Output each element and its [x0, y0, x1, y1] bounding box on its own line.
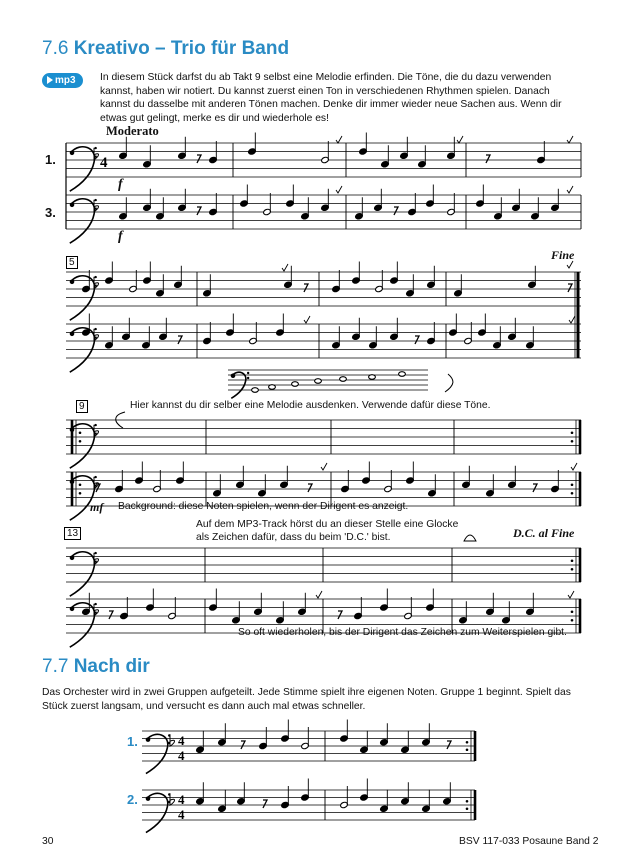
breath-mark-icon	[567, 136, 573, 143]
whole-note	[315, 379, 322, 384]
measure-number-9: 9	[76, 400, 88, 413]
repeat-dot	[79, 483, 82, 486]
bass-clef-dot	[231, 373, 236, 378]
measure-number-5: 5	[66, 256, 78, 269]
music-marks	[70, 133, 577, 833]
bass-clef-dot	[94, 328, 96, 330]
rest-icon	[568, 284, 572, 292]
bass-clef-dot	[70, 606, 75, 611]
dynamic-mezzoforte: mf	[90, 500, 104, 514]
repeat-dot	[571, 568, 574, 571]
breath-mark-icon	[568, 591, 574, 598]
rest-icon	[486, 155, 490, 163]
dynamic-forte-3: f	[118, 229, 123, 244]
flat-icon	[170, 734, 175, 746]
bass-clef-dot	[94, 476, 96, 478]
repeat-dot	[466, 807, 469, 810]
rest-icon	[308, 484, 312, 492]
breath-mark-icon	[567, 186, 573, 193]
bell-note: Auf dem MP3-Track hörst du an dieser Stelle eine Glocke als Zeichen dafür, dass du beim 'D.C.' bist.	[196, 519, 459, 543]
time-signature-top: 4	[178, 733, 185, 748]
repeat-dot	[571, 610, 574, 613]
repeat-dot	[79, 440, 82, 443]
repeat-dot	[571, 619, 574, 622]
breath-mark-icon	[569, 316, 575, 323]
repeat-dot	[466, 741, 469, 744]
repeat-dot	[79, 492, 82, 495]
bass-clef-dot	[146, 737, 151, 742]
bass-clef-dot	[70, 202, 75, 207]
bass-clef-dot	[247, 372, 249, 374]
breath-mark-icon	[457, 136, 463, 143]
repeat-dot	[571, 559, 574, 562]
voice-label-1: 1.	[45, 152, 56, 167]
rest-icon	[447, 741, 451, 749]
bass-clef-dot	[247, 377, 249, 379]
footer-code: BSV 117-033 Posaune Band 2	[459, 836, 599, 847]
voice-label-3: 3.	[45, 205, 56, 220]
page-number: 30	[42, 836, 54, 847]
melody-hint: Hier kannst du dir selber eine Melodie ausdenken. Verwende dafür diese Töne.	[130, 400, 491, 411]
measure-number-13: 13	[64, 527, 81, 540]
staff-lines	[66, 143, 581, 820]
intro-paragraph-7-6: In diesem Stück darfst du ab Takt 9 selbst eine Melodie erfinden. Die Töne, die du dazu verwenden kannst, haben wir notiert. Du kannst zuerst einen Ton in verschiedenen Rhythmen spielen. Danach kannst du dasselbe mit anderen Tönen machen. Denke dir immer wieder neue Sachen aus. Wenn dir etwas gut gelingt, merke es dir und wiederhole es!	[100, 72, 562, 124]
bass-clef-dot	[70, 279, 75, 284]
time-signature-top: 4	[100, 155, 108, 171]
tempo-marking: Moderato	[106, 124, 159, 138]
background-note: Background: diese Noten spielen, wenn der Dirigent es anzeigt.	[118, 501, 409, 512]
repeat-dot	[571, 431, 574, 434]
bass-clef-dot	[94, 552, 96, 554]
bass-clef-dot	[94, 147, 96, 149]
breath-mark-icon	[336, 186, 342, 193]
breath-mark-icon	[282, 264, 288, 271]
time-signature-bottom: 4	[178, 807, 185, 822]
bass-clef-dot	[94, 276, 96, 278]
repeat-dot	[79, 431, 82, 434]
group-label-1: 1.	[127, 734, 138, 749]
time-signature-bottom: 4	[178, 748, 185, 763]
section-number: 7.6	[42, 38, 69, 59]
rest-icon	[197, 155, 201, 163]
section-title: Nach dir	[73, 656, 150, 677]
time-signature-top: 4	[178, 792, 185, 807]
whole-note	[252, 388, 259, 393]
dc-al-fine: D.C. al Fine	[513, 526, 575, 540]
whole-note	[292, 382, 299, 387]
flat-icon	[170, 793, 175, 805]
bass-clef-dot	[94, 603, 96, 605]
repeat-dot	[571, 483, 574, 486]
repeat-instruction: So oft wiederholen, bis der Dirigent das Zeichen zum Weiterspielen gibt.	[238, 627, 567, 638]
rest-icon	[109, 611, 113, 619]
bass-clef-dot	[70, 555, 75, 560]
bass-clef-dot	[94, 199, 96, 201]
rest-icon	[263, 800, 267, 808]
repeat-dot	[466, 800, 469, 803]
whole-note	[399, 372, 406, 377]
rest-icon	[304, 284, 308, 292]
rest-icon	[533, 484, 537, 492]
repeat-dot	[571, 492, 574, 495]
bass-clef-dot	[94, 424, 96, 426]
group-label-2: 2.	[127, 792, 138, 807]
bass-clef-dot	[146, 796, 151, 801]
arrow-icon	[445, 374, 453, 392]
breath-mark-icon	[316, 591, 322, 598]
rest-icon	[394, 207, 398, 215]
repeat-dot	[571, 440, 574, 443]
rest-icon	[241, 741, 245, 749]
whole-note	[340, 377, 347, 382]
intro-paragraph-7-7: Das Orchester wird in zwei Gruppen aufgeteilt. Jede Stimme spielt ihre eigenen Noten. Gruppe 1 beginnt. Spielt das Stück zuerst langsam, und versucht es dann auch mal etwas schneller.	[42, 687, 571, 712]
breath-mark-icon	[304, 316, 310, 323]
dynamic-forte-1: f	[118, 177, 123, 192]
rest-icon	[197, 207, 201, 215]
bass-clef-dot	[70, 479, 75, 484]
bell-icon	[464, 535, 476, 541]
breath-mark-icon	[567, 261, 573, 268]
bass-clef-dot	[70, 150, 75, 155]
whole-note	[269, 385, 276, 390]
bass-clef-dot	[70, 427, 75, 432]
mp3-label: mp3	[55, 75, 76, 86]
fine-marking: Fine	[551, 248, 575, 262]
breath-mark-icon	[321, 463, 327, 470]
section-number: 7.7	[42, 656, 69, 677]
section-title: Kreativo – Trio für Band	[73, 38, 290, 59]
rest-icon	[178, 336, 182, 344]
rest-icon	[338, 611, 342, 619]
rest-icon	[415, 336, 419, 344]
bass-clef-dot	[70, 331, 75, 336]
repeat-dot	[466, 748, 469, 751]
whole-note	[369, 375, 376, 380]
breath-mark-icon	[571, 463, 577, 470]
breath-mark-icon	[336, 136, 342, 143]
